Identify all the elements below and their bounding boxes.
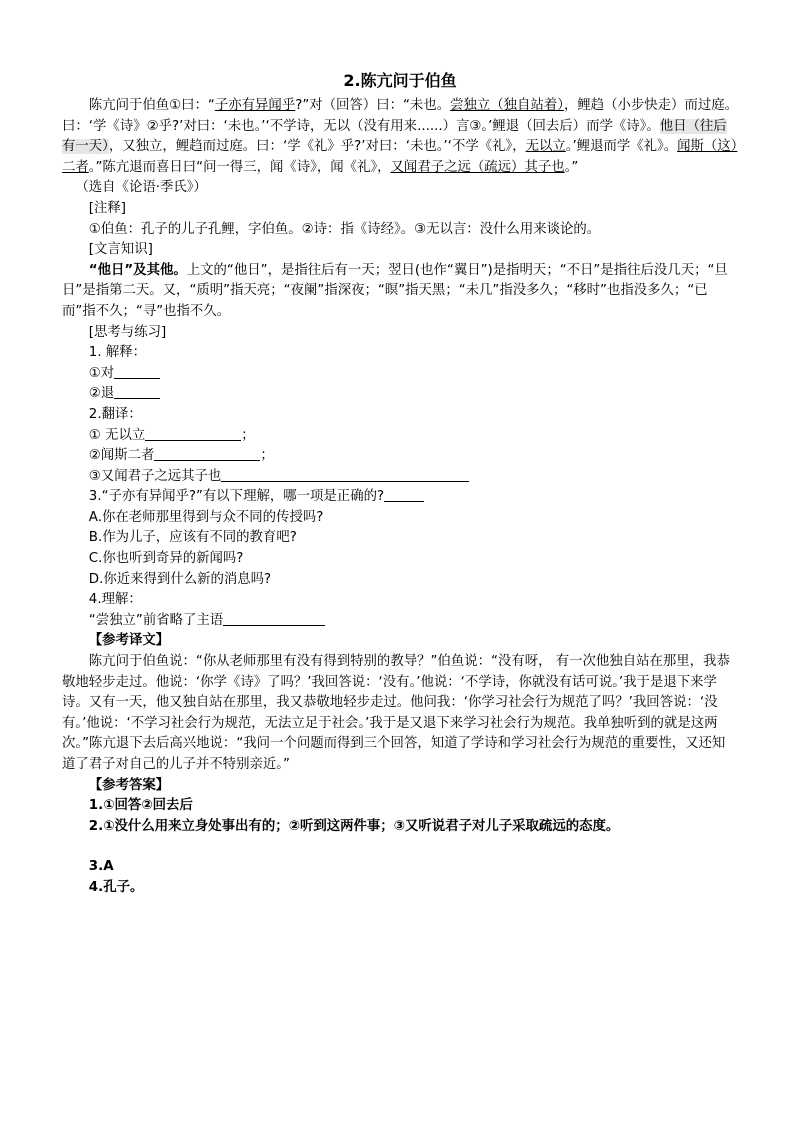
question-3-option: A.你在老师那里得到与众不同的传授吗? (88, 509, 324, 525)
classical-passage (62, 96, 738, 178)
notes-heading: [注释] (88, 200, 127, 216)
page-title: 2.陈亢问于伯鱼 (343, 71, 457, 90)
question-text: ； (241, 427, 255, 443)
question-4-label: 4.理解： (88, 592, 142, 608)
answer-blank[interactable] (154, 446, 260, 461)
passage-text: ，又独立，鲤趋而过庭。曰：‘学《礼》乎?’对曰：‘未也。’‘不学《礼》， (108, 139, 526, 155)
question-text: ②闻斯二者 (88, 448, 155, 464)
answer-blank[interactable] (223, 611, 325, 626)
question-2-item (62, 467, 738, 488)
question-text: ①对 (88, 365, 115, 381)
highlighted-phrase: 他日（往后有一天） (62, 118, 727, 155)
passage-text: ，鲤趋（小步快走）而过庭。曰：‘学《诗》②乎?’对曰：‘未也。’‘不学诗，无以（没有用来......）言③。’鲤退（回去后）而学《诗》。 (62, 98, 739, 134)
passage-source: （选自《论语·季氏》） (75, 180, 207, 196)
underlined-phrase: 子亦有异闻乎 (214, 98, 296, 113)
knowledge-body: 上文的“他日”，是指往后有一天；翌日(也作“翼日”)是指明天；“不日”是指往后没几天；“旦日”是指第二天。又，“质明”指天亮；“夜阑”指深夜；“暝”指天黑；“未几”指没多久；“移时”也指没多久；“已而”指不久；“寻”也指不久。 (62, 262, 728, 319)
question-2-item (62, 446, 738, 467)
answer-heading: 【参考答案】 (88, 777, 170, 793)
translation-heading: 【参考译文】 (88, 633, 170, 649)
underlined-phrase: 闻斯（这）二者 (62, 139, 738, 175)
question-1-item (62, 384, 738, 405)
passage-text: 。”陈亢退而喜日曰“问一得三，闻《诗》，闻《礼》， (88, 159, 391, 175)
passage-text: 。’鲤退而学《礼》。 (565, 139, 678, 155)
answer-blank[interactable] (114, 364, 160, 379)
knowledge-term: “他日”及其他。 (88, 262, 187, 278)
underlined-phrase: 又闻君子之远（疏远）其子也 (390, 159, 565, 175)
exercise-heading: [思考与练习] (88, 324, 167, 340)
question-text: ① 无以立 (88, 427, 146, 443)
spacer (62, 837, 738, 857)
question-text: ②退 (88, 386, 115, 402)
answer-blank[interactable] (145, 426, 241, 441)
question-2-item (62, 426, 738, 447)
passage-text: ?”对（回答）曰：“未也。 (295, 98, 451, 113)
answer-item: 3.A (88, 859, 114, 875)
underlined-phrase: 尝独立（独自站着） (450, 98, 564, 113)
question-3-option: C.你也听到奇异的新闻吗? (88, 551, 244, 567)
question-2-label: 2.翻译： (88, 406, 142, 422)
question-1-item (62, 364, 738, 385)
question-3-option: D.你近来得到什么新的消息吗? (88, 571, 272, 587)
question-text: ③又闻君子之远其子也 (88, 468, 222, 484)
knowledge-heading: [文言知识] (88, 242, 153, 258)
underlined-phrase: 无以立 (525, 139, 566, 155)
answer-item: 4.孔子。 (88, 879, 144, 895)
question-text: 3.“子亦有异闻乎?”有以下理解，哪一项是正确的? (88, 489, 385, 505)
answer-blank[interactable] (384, 487, 424, 502)
question-1-label: 1. 解释： (88, 345, 147, 361)
question-3-option: B.作为儿子，应该有不同的教育吧? (88, 530, 297, 546)
passage-text: 陈亢问于伯鱼①曰：“ (88, 98, 215, 113)
question-4-item (62, 611, 738, 632)
passage-text: 。” (564, 159, 579, 175)
answer-item: 2.①没什么用来立身处事出有的；②听到这两件事；③又听说君子对儿子采取疏远的态度。 (88, 818, 620, 834)
question-text: “尝独立”前省略了主语 (88, 612, 224, 628)
knowledge-text (62, 261, 738, 323)
answer-blank[interactable] (221, 467, 469, 482)
question-text: ； (260, 448, 274, 464)
translation-text: 陈亢问于伯鱼说：“你从老师那里有没有得到特别的教导？”伯鱼说：“没有呀， 有一次他独自站在那里，我恭敬地轻步走过。他说：‘你学《诗》了吗？’我回答说：‘没有。’他说：‘不学诗，你就没有话可说。’我于是退下来学诗。又有一天，他又独自站在那里，我又恭敬地轻步走过。他问我：‘你学习社会行为规范了吗？’我回答说：‘没有。’他说：‘不学习社会行为规范，无法立足于社会。’我于是又退下来学习社会行为规范。我单独听到的就是这两次。”陈亢退下去后高兴地说：“我问一个问题而得到三个回答，知道了学诗和学习社会行为规范的重要性，又还知道了君子对自己的儿子并不特别亲近。” (62, 654, 730, 772)
answer-item: 1.①回答②回去后 (88, 798, 193, 814)
notes-text: ①伯鱼：孔子的儿子孔鲤，字伯鱼。②诗：指《诗经》。③无以言：没什么用来谈论的。 (88, 221, 601, 237)
document-page (62, 68, 738, 899)
answer-blank[interactable] (114, 384, 160, 399)
question-3-stem (62, 487, 738, 508)
